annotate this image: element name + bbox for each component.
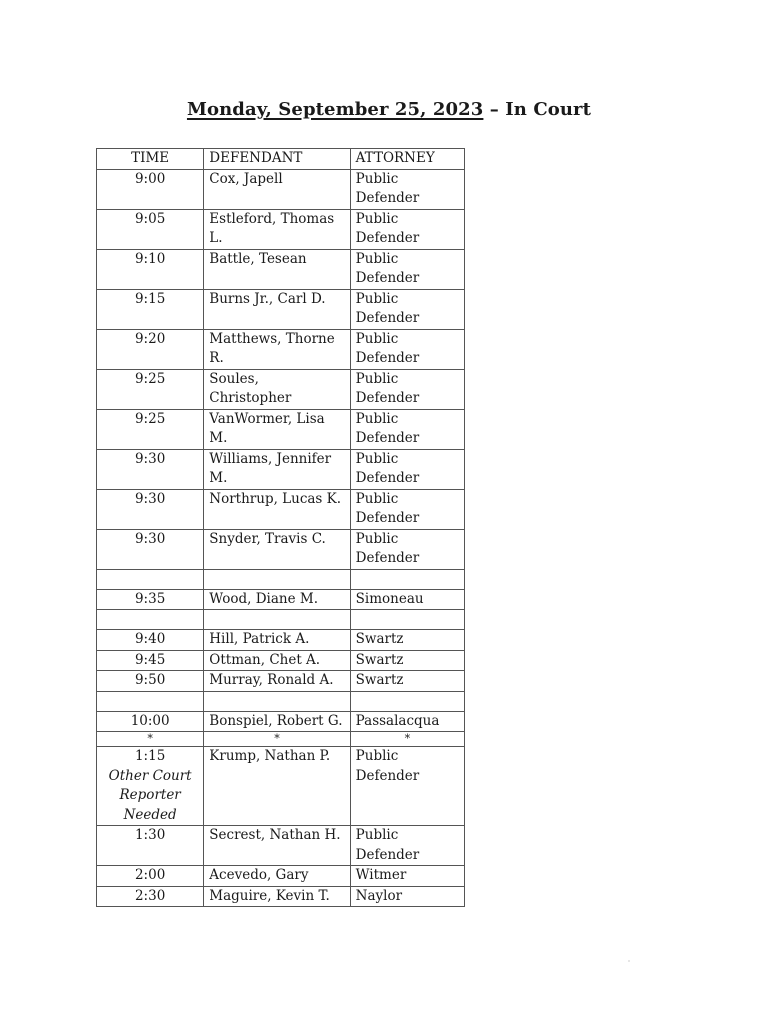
time-cell: 9:10 bbox=[97, 249, 204, 289]
defendant-cell: Soules, Christopher bbox=[204, 369, 350, 409]
table-row bbox=[97, 826, 465, 866]
title-date: Monday, September 25, 2023 bbox=[186, 99, 484, 120]
time-cell: 9:30 bbox=[97, 489, 204, 529]
time-cell bbox=[97, 747, 204, 826]
time-cell: 9:25 bbox=[97, 369, 204, 409]
time-cell: 9:50 bbox=[97, 671, 204, 692]
title-suffix: – In Court bbox=[483, 99, 592, 120]
blank-row bbox=[97, 569, 465, 589]
attorney-cell: Public Defender bbox=[350, 747, 464, 826]
table-row bbox=[97, 449, 465, 489]
defendant-cell: VanWormer, Lisa M. bbox=[204, 409, 350, 449]
attorney-cell: Public Defender bbox=[350, 249, 464, 289]
attorney-cell: Passalacqua bbox=[350, 711, 464, 732]
table-row bbox=[97, 249, 465, 289]
defendant-cell: Snyder, Travis C. bbox=[204, 529, 350, 569]
time-cell: 9:35 bbox=[97, 589, 204, 610]
table-row bbox=[97, 711, 465, 732]
table-row bbox=[97, 630, 465, 651]
defendant-cell: Maguire, Kevin T. bbox=[204, 886, 350, 907]
blank-cell bbox=[350, 569, 464, 589]
blank-cell bbox=[97, 569, 204, 589]
table-row bbox=[97, 409, 465, 449]
time-cell: 10:00 bbox=[97, 711, 204, 732]
defendant-cell: Matthews, Thorne R. bbox=[204, 329, 350, 369]
court-schedule-table bbox=[96, 148, 465, 907]
table-row bbox=[97, 886, 465, 907]
attorney-cell: Swartz bbox=[350, 671, 464, 692]
defendant-cell: Bonspiel, Robert G. bbox=[204, 711, 350, 732]
attorney-cell: Public Defender bbox=[350, 826, 464, 866]
attorney-cell: Swartz bbox=[350, 630, 464, 651]
time-cell: 9:25 bbox=[97, 409, 204, 449]
attorney-cell: Public Defender bbox=[350, 369, 464, 409]
separator-mark: * bbox=[97, 732, 204, 747]
defendant-cell: Hill, Patrick A. bbox=[204, 630, 350, 651]
blank-row bbox=[97, 691, 465, 711]
time-cell: 2:30 bbox=[97, 886, 204, 907]
table-row bbox=[97, 529, 465, 569]
table-header-row bbox=[97, 149, 465, 170]
attorney-cell: Public Defender bbox=[350, 289, 464, 329]
blank-cell bbox=[204, 569, 350, 589]
time-cell: 9:30 bbox=[97, 529, 204, 569]
time-cell: 9:30 bbox=[97, 449, 204, 489]
table-row bbox=[97, 209, 465, 249]
defendant-cell: Ottman, Chet A. bbox=[204, 650, 350, 671]
attorney-cell: Public Defender bbox=[350, 209, 464, 249]
table-row bbox=[97, 369, 465, 409]
attorney-cell: Witmer bbox=[350, 866, 464, 887]
blank-cell bbox=[350, 691, 464, 711]
separator-row bbox=[97, 732, 465, 747]
defendant-cell: Burns Jr., Carl D. bbox=[204, 289, 350, 329]
attorney-cell: Public Defender bbox=[350, 449, 464, 489]
attorney-cell: Public Defender bbox=[350, 169, 464, 209]
time-cell: 9:00 bbox=[97, 169, 204, 209]
table-row bbox=[97, 169, 465, 209]
time-cell: 9:15 bbox=[97, 289, 204, 329]
defendant-cell: Cox, Japell bbox=[204, 169, 350, 209]
header-defendant: DEFENDANT bbox=[204, 149, 350, 170]
defendant-cell: Murray, Ronald A. bbox=[204, 671, 350, 692]
attorney-cell: Naylor bbox=[350, 886, 464, 907]
defendant-cell: Battle, Tesean bbox=[204, 249, 350, 289]
time-cell: 9:45 bbox=[97, 650, 204, 671]
time-cell: 9:05 bbox=[97, 209, 204, 249]
attorney-cell: Swartz bbox=[350, 650, 464, 671]
table-row bbox=[97, 650, 465, 671]
time-cell: 9:40 bbox=[97, 630, 204, 651]
defendant-cell: Northrup, Lucas K. bbox=[204, 489, 350, 529]
defendant-cell: Secrest, Nathan H. bbox=[204, 826, 350, 866]
attorney-cell: Public Defender bbox=[350, 529, 464, 569]
header-attorney: ATTORNEY bbox=[350, 149, 464, 170]
time-cell: 1:30 bbox=[97, 826, 204, 866]
blank-cell bbox=[97, 610, 204, 630]
time-value: 1:15 bbox=[134, 748, 166, 764]
time-cell: 9:20 bbox=[97, 329, 204, 369]
time-cell: 2:00 bbox=[97, 866, 204, 887]
defendant-cell: Wood, Diane M. bbox=[204, 589, 350, 610]
attorney-cell: Public Defender bbox=[350, 489, 464, 529]
defendant-cell: Acevedo, Gary bbox=[204, 866, 350, 887]
defendant-cell: Krump, Nathan P. bbox=[204, 747, 350, 826]
scan-speck bbox=[628, 960, 630, 962]
attorney-cell: Public Defender bbox=[350, 409, 464, 449]
time-note: Other Court Reporter Needed bbox=[108, 767, 192, 823]
blank-cell bbox=[204, 610, 350, 630]
separator-mark: * bbox=[350, 732, 464, 747]
table-row bbox=[97, 289, 465, 329]
attorney-cell: Simoneau bbox=[350, 589, 464, 610]
defendant-cell: Williams, Jennifer M. bbox=[204, 449, 350, 489]
page-title bbox=[0, 99, 768, 120]
table-row bbox=[97, 489, 465, 529]
table-row bbox=[97, 329, 465, 369]
blank-row bbox=[97, 610, 465, 630]
header-time: TIME bbox=[97, 149, 204, 170]
attorney-cell: Public Defender bbox=[350, 329, 464, 369]
table-row bbox=[97, 866, 465, 887]
blank-cell bbox=[97, 691, 204, 711]
blank-cell bbox=[204, 691, 350, 711]
defendant-cell: Estleford, Thomas L. bbox=[204, 209, 350, 249]
table-row bbox=[97, 747, 465, 826]
blank-cell bbox=[350, 610, 464, 630]
separator-mark: * bbox=[204, 732, 350, 747]
table-row bbox=[97, 589, 465, 610]
table-row bbox=[97, 671, 465, 692]
